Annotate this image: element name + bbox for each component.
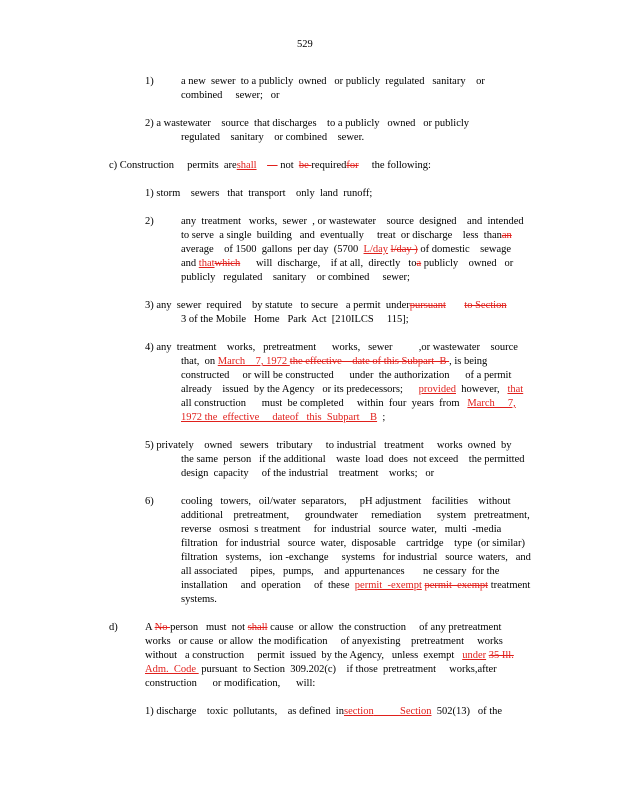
text-run: 2) [145,216,154,227]
text-line [181,467,434,480]
deleted-text: No [154,622,171,633]
text-run: combined sewer; or [181,90,280,101]
text-line [145,215,154,228]
text-run: 3) any sewer required by statute to secure a permit under [145,300,410,311]
text-run: average of 1500 gallons per day (5700 [181,244,364,255]
text-run: 1) [145,76,154,87]
text-run: 6) [145,496,154,507]
text-run: 4) any treatment works, pretreatment works, sewer ,or wastewater source [145,342,518,353]
text-line [181,397,516,410]
text-run: to serve a single building and eventually treat or discharge less than [181,230,502,241]
deleted-text: the effective date of this Subpart B [289,356,450,367]
text-run [446,300,464,311]
text-run: filtration systems, ion -exchange systems for industrial source waters, and [181,552,531,563]
text-run: , is being [449,356,488,367]
text-run: ; [377,412,386,423]
text-line [181,75,485,88]
inserted-text: March 7, [467,398,516,409]
inserted-text: 1972 the effective dateof this Subpart B [181,412,378,423]
deleted-text: permit exempt [424,580,489,591]
text-line [181,537,525,550]
text-line [181,355,487,368]
text-line [181,523,501,536]
text-line [181,369,511,382]
deleted-text: pursuant [409,300,446,311]
deleted-text: a [416,258,422,269]
text-run: 2) a wastewater source that discharges to a publicly owned or publicly [145,118,470,129]
text-line [145,117,469,130]
text-run: treatment [488,580,531,591]
inserted-text: shall [236,160,257,171]
text-line [145,677,315,690]
text-line [109,621,118,634]
text-run: works or cause or allow the modification of anyexisting pretreatment works [145,636,503,647]
deleted-text: be [298,160,312,171]
text-run: cause or allow the construction of any pretreatment [267,622,502,633]
text-line [181,131,364,144]
text-run: all associated pipes, pumps, and appurtenances ne cessary for the [181,566,500,577]
text-line [145,187,372,200]
text-line [145,495,154,508]
text-line [181,453,524,466]
text-line [109,159,431,172]
text-run: c) Construction permits are [109,160,237,171]
deleted-text [267,160,278,171]
deleted-text: which [214,258,241,269]
text-run: the same person if the additional waste load does not exceed the permitted [181,454,525,465]
text-run: person must not [170,622,248,633]
inserted-text: March 7, 1972 [217,356,290,367]
text-run: design capacity of the industrial treatment works; or [181,468,435,479]
deleted-text: l/day ) [390,244,418,255]
text-run: additional pretreatment, groundwater remediation system pretreatment, [181,510,530,521]
text-run: not [277,160,299,171]
inserted-text: section [343,706,374,717]
page-number: 529 [297,39,313,50]
deleted-text: to Section [464,300,507,311]
text-line [181,495,511,508]
text-run: already issued by the Agency or its predecessors; [181,384,419,395]
text-run: installation and operation of these [181,580,355,591]
text-run: pursuant to Section 309.202(c) if those pretreatment works,after [198,664,497,675]
text-run: 1) discharge toxic pollutants, as defined in [145,706,344,717]
text-line [181,383,523,396]
text-line [181,271,410,284]
text-line [181,257,513,270]
text-run: required [311,160,347,171]
text-run: that, on [181,356,218,367]
text-line [181,411,385,424]
text-run [257,160,268,171]
inserted-text: Section [399,706,432,717]
text-line [181,243,511,256]
text-line [181,229,512,242]
inserted-text: permit -exempt [354,580,422,591]
text-run: constructed or will be constructed under the authorization of a permit [181,370,512,381]
text-run: systems. [181,594,217,605]
text-run: publicly owned or [421,258,514,269]
text-line [145,439,512,452]
text-line [181,565,499,578]
text-run: publicly regulated sanitary or combined sewer; [181,272,410,283]
text-run: a new sewer to a publicly owned or publicly regulated sanitary or [181,76,485,87]
text-line [181,215,524,228]
text-run: d) [109,622,118,633]
text-run: cooling towers, oil/water separators, pH adjustment facilities without [181,496,511,507]
text-run: of domestic sewage [417,244,512,255]
deleted-text: shall [247,622,268,633]
text-run: filtration for industrial source water, disposable cartridge type (or similar) [181,538,525,549]
text-line [145,341,518,354]
text-line [181,89,280,102]
text-run: 502(13) of the [431,706,503,717]
text-run: will discharge, if at all, directly to [240,258,417,269]
text-run: 3 of the Mobile Home Park Act [210ILCS 115]; [181,314,409,325]
text-run: 1) storm sewers that transport only land runoff; [145,188,373,199]
deleted-text: 35 Ill. [488,650,514,661]
inserted-text: Adm. Code [145,664,199,675]
text-line [181,579,530,592]
text-run: reverse osmosi s treatment for industrial source water, multi -media [181,524,502,535]
text-line [181,593,217,606]
text-run: without a construction permit issued by the Agency, unless exempt [145,650,463,661]
deleted-text: an [501,230,512,241]
text-line [181,313,409,326]
text-run: any treatment works, sewer , or wastewater source designed and intended [181,216,524,227]
text-run: regulated sanitary or combined sewer. [181,132,365,143]
text-line [181,509,530,522]
text-run: 5) privately owned sewers tributary to industrial treatment works owned by [145,440,512,451]
text-line [145,649,514,662]
inserted-text: that [507,384,524,395]
deleted-text: for [346,160,359,171]
text-line [145,663,497,676]
text-line [145,75,154,88]
text-run: however, [455,384,508,395]
text-run: and [181,258,199,269]
text-run: all construction must be completed within four years from [181,398,468,409]
text-run: construction or modification, will: [145,678,316,689]
inserted-text: L/day [363,244,389,255]
text-line [145,299,507,312]
text-run: the following: [358,160,431,171]
text-line [145,635,503,648]
inserted-text [374,706,400,717]
inserted-text: provided [418,384,456,395]
text-line [181,551,531,564]
text-line [145,705,502,718]
inserted-text: that [198,258,215,269]
text-line [145,621,501,634]
inserted-text: under [462,650,487,661]
text-run: A [145,622,155,633]
